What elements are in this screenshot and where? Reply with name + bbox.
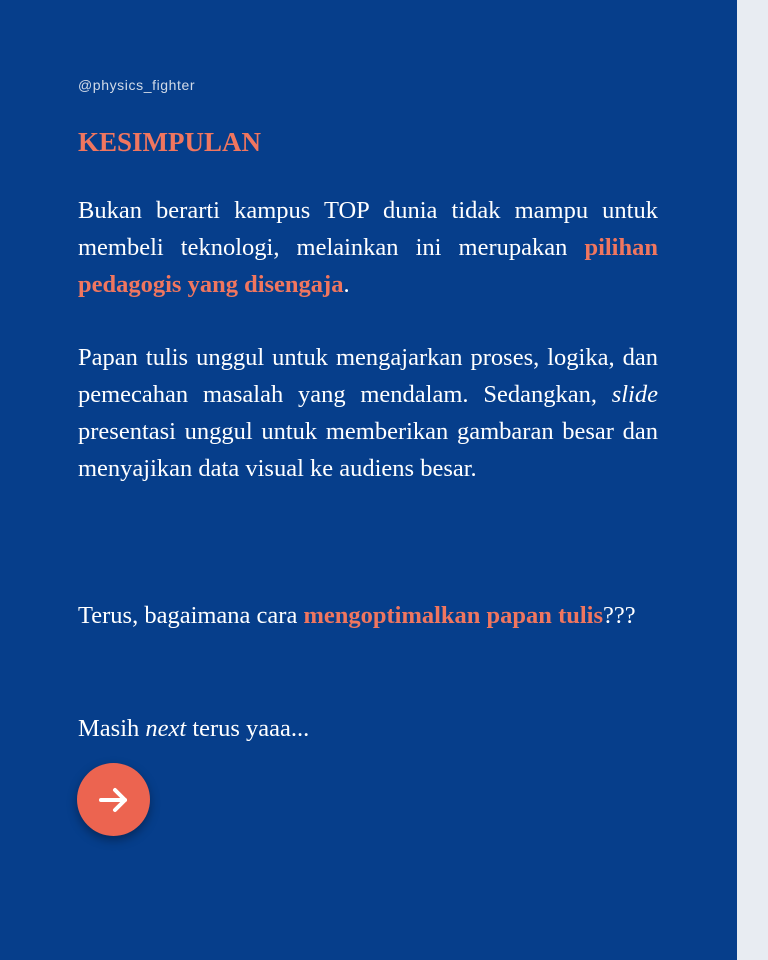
paragraph-text-end: terus yaaa... (186, 715, 310, 742)
paragraph-text-end: presentasi unggul untuk memberikan gambaran besar dan menyajikan data visual ke audiens besar. (78, 418, 658, 482)
arrow-right-icon (95, 781, 133, 819)
highlight-text: pilihan pedagogis yang disengaja (78, 234, 658, 298)
paragraph-text-end: ??? (603, 602, 636, 629)
page-title: KESIMPULAN (78, 127, 262, 157)
paragraph-comparison (78, 339, 658, 487)
paragraph-next (78, 710, 658, 747)
paragraph-text: Masih (78, 715, 146, 742)
next-button[interactable] (77, 763, 150, 836)
italic-text: slide (611, 381, 658, 408)
author-handle: @physics_fighter (78, 77, 196, 93)
paragraph-text: Papan tulis unggul untuk mengajarkan proses, logika, dan pemecahan masalah yang mendalam. Sedangkan, (78, 344, 658, 408)
italic-text: next (145, 715, 187, 742)
paragraph-text: Terus, bagaimana cara (78, 602, 304, 629)
paragraph-conclusion (78, 192, 658, 303)
paragraph-text-end: . (343, 271, 350, 298)
highlight-text: mengoptimalkan papan tulis (303, 602, 603, 629)
page-edge (737, 0, 768, 960)
paragraph-text: Bukan berarti kampus TOP dunia tidak mampu untuk membeli teknologi, melainkan ini merupakan (78, 197, 658, 261)
paragraph-question (78, 597, 658, 634)
